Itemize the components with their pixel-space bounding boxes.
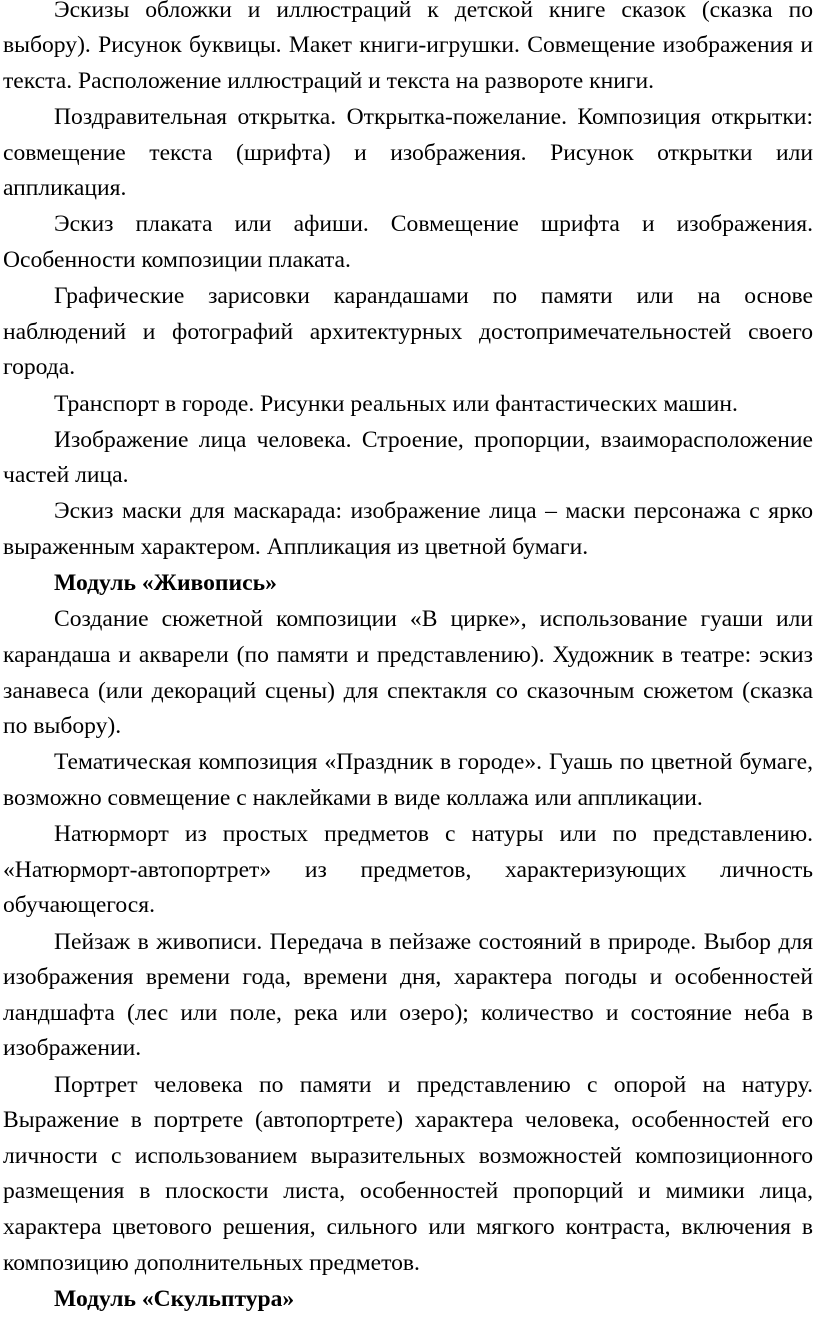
- paragraph-architecture-sketches: Графические зарисовки карандашами по памяти или на основе наблюдений и фотографий архитектурных достопримечательностей своего города.: [3, 283, 813, 381]
- paragraph-poster-sketch: Эскиз плаката или афиши. Совмещение шрифта и изображения. Особенности композиции плаката.: [3, 211, 813, 273]
- paragraph-book-illustrations: Эскизы обложки и иллюстраций к детской книге сказок (сказка по выбору). Рисунок буквицы. Макет книги-игрушки. Совмещение изображения и текста. Расположение иллюстраций и текста на развороте книги.: [3, 0, 813, 94]
- section-heading-painting: Модуль «Живопись»: [54, 570, 277, 597]
- paragraph-circus-composition: Создание сюжетной композиции «В цирке», использование гуаши или карандаша и акварели (по памяти и представлению). Художник в театре: эскиз занавеса (или декораций сцены) для спектакля со сказочным сюжетом (сказка по выбору).: [3, 606, 813, 740]
- paragraph-city-holiday: Тематическая композиция «Праздник в городе». Гуашь по цветной бумаге, возможно совмещение с наклейками в виде коллажа или аппликации.: [3, 749, 813, 811]
- paragraph-landscape: Пейзаж в живописи. Передача в пейзаже состояний в природе. Выбор для изображения времени года, времени дня, характера погоды и особенностей ландшафта (лес или поле, река или озеро); количество и состояние неба в изображении.: [3, 928, 813, 1062]
- paragraph-greeting-card: Поздравительная открытка. Открытка-пожелание. Композиция открытки: совмещение текста (шрифта) и изображения. Рисунок открытки или аппликация.: [3, 103, 813, 202]
- paragraph-city-transport: Транспорт в городе. Рисунки реальных или фантастических машин.: [54, 390, 738, 417]
- section-heading-sculpture: Модуль «Скульптура»: [54, 1285, 295, 1312]
- paragraph-portrait: Портрет человека по памяти и представлению с опорой на натуру. Выражение в портрете (автопортрете) характера человека, особенностей его личности с использованием выразительных возможностей композиционного размещения в плоскости листа, особенностей пропорций и мимики лица, характера цветового решения, сильного или мягкого контраста, включения в композицию дополнительных предметов.: [3, 1071, 813, 1276]
- paragraph-human-face: Изображение лица человека. Строение, пропорции, взаиморасположение частей лица.: [3, 426, 813, 489]
- paragraph-masquerade-mask: Эскиз маски для маскарада: изображение лица – маски персонажа с ярко выраженным характером. Аппликация из цветной бумаги.: [3, 498, 813, 561]
- paragraph-still-life: Натюрморт из простых предметов с натуры или по представлению. «Натюрморт-автопортрет» из предметов, характеризующих личность обучающегося.: [3, 821, 813, 919]
